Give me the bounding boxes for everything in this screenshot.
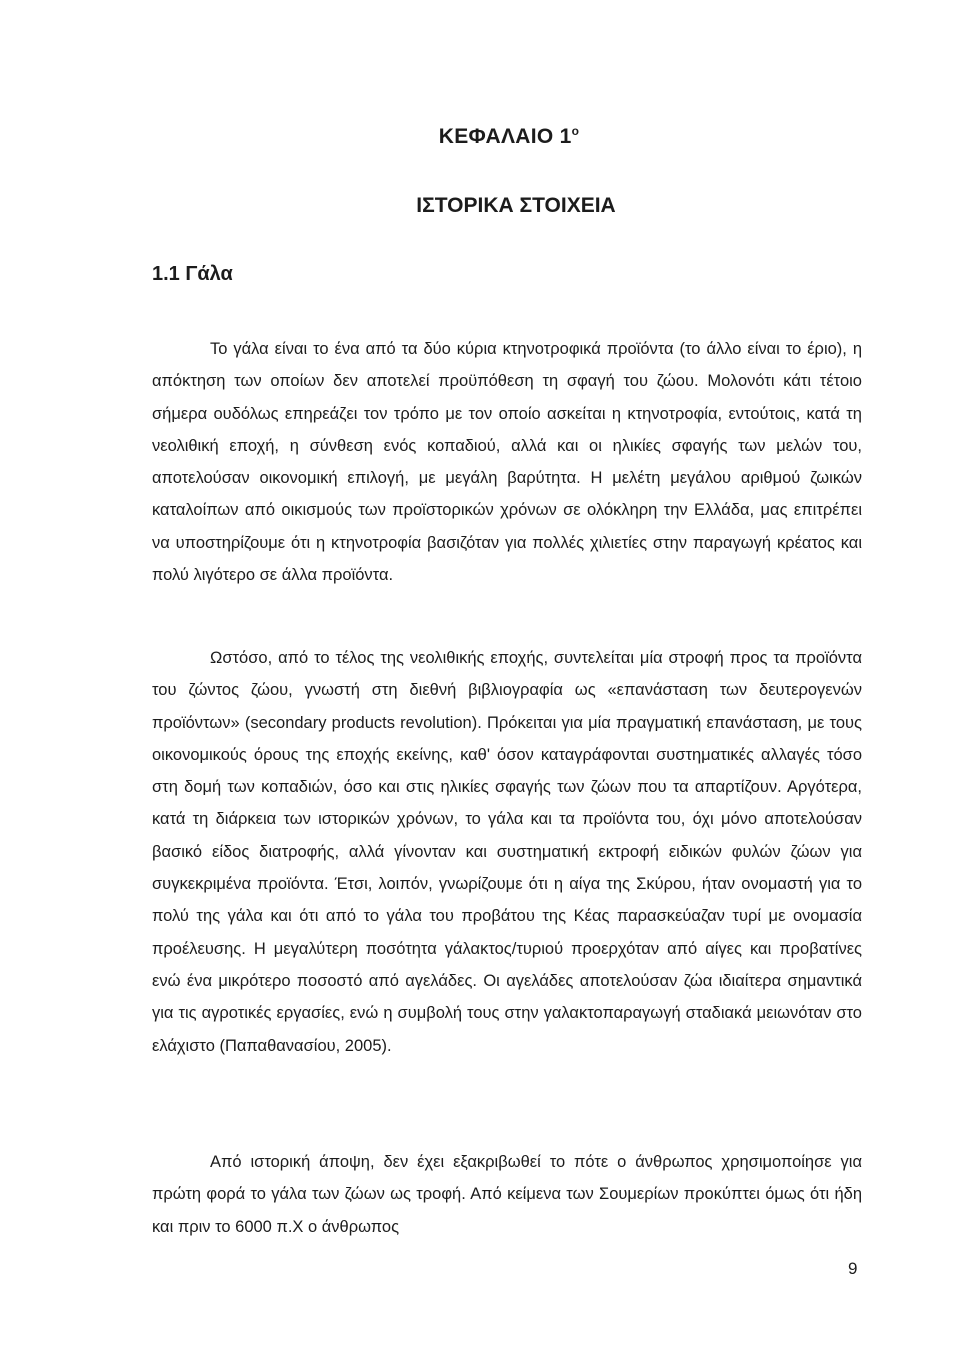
subsection-heading: 1.1 Γάλα (152, 263, 233, 285)
paragraph-3: Από ιστορική άποψη, δεν έχει εξακριβωθεί το πότε ο άνθρωπος χρησιμοποίησε για πρώτη φορά το γάλα των ζώων ως τροφή. Από κείμενα των Σουμερίων προκύπτει όμως ότι ήδη και πριν το 6000 π.Χ ο άνθρωπος (152, 1153, 862, 1236)
chapter-title-superscript: ο (571, 124, 580, 138)
chapter-title (0, 124, 960, 149)
chapter-title-text: ΚΕΦΑΛΑΙΟ 1 (438, 125, 572, 148)
paragraph-1: Το γάλα είναι το ένα από τα δύο κύρια κτηνοτροφικά προϊόντα (το άλλο είναι το έριο), η απόκτηση των οποίων δεν αποτελεί προϋπόθεση τη σφαγή του ζώου. Μολονότι κάτι τέτοιο σήμερα ουδόλως επηρεάζει τον τρόπο με τον οποίο ασκείται η κτηνοτροφία, εντούτοις, κατά τη νεολιθική εποχή, η σύνθεση ενός κοπαδιού, αλλά και οι ηλικίες σφαγής των μελών του, αποτελούσαν οικονομική επιλογή, με μεγάλη βαρύτητα. Η μελέτη μεγάλου αριθμού ζωικών καταλοίπων από οικισμούς των προϊστορικών χρόνων σε ολόκληρη την Ελλάδα, μας επιτρέπει να υποστηρίζουμε ότι η κτηνοτροφία βασιζόταν για πολλές χιλιετίες στην παραγωγή κρέατος και πολύ λιγότερο σε άλλα προϊόντα. (152, 340, 862, 585)
section-heading: ΙΣΤΟΡΙΚΑ ΣΤΟΙΧΕΙΑ (416, 194, 616, 217)
page-number: 9 (848, 1259, 858, 1278)
paragraph-2: Ωστόσο, από το τέλος της νεολιθικής εποχής, συντελείται μία στροφή προς τα προϊόντα του ζώντος ζώου, γνωστή στη διεθνή βιβλιογραφία ως «επανάσταση των δευτερογενών προϊόντων» (secondary products revolution). Πρόκειται για μία πραγματική επανάσταση, με τους οικονομικούς όρους της εποχής εκείνης, καθ' όσον καταγράφονται συστηματικές αλλαγές τόσο στη δομή των κοπαδιών, όσο και στις ηλικίες σφαγής των ζώων που τα απαρτίζουν. Αργότερα, κατά τη διάρκεια των ιστορικών χρόνων, το γάλα και τα προϊόντα του, όχι μόνο αποτελούσαν βασικό είδος διατροφής, αλλά γίνονταν και συστηματική εκτροφή ειδικών φυλών ζώων για συγκεκριμένα προϊόντα. Έτσι, λοιπόν, γνωρίζουμε ότι η αίγα της Σκύρου, ήταν ονομαστή για το πολύ της γάλα και ότι από το γάλα του προβάτου της Κέας παρασκεύαζαν τυρί με ονομασία προέλευσης. Η μεγαλύτερη ποσότητα γάλακτος/τυριού προερχόταν από αίγες και προβατίνες ενώ ένα μικρότερο ποσοστό από αγελάδες. Οι αγελάδες αποτελούσαν ζώα ιδιαίτερα σημαντικά για τις αγροτικές εργασίες, ενώ η συμβολή τους στην γαλακτοπαραγωγή σταδιακά μειωνόταν στο ελάχιστο (Παπαθανασίου, 2005). (152, 649, 862, 1055)
